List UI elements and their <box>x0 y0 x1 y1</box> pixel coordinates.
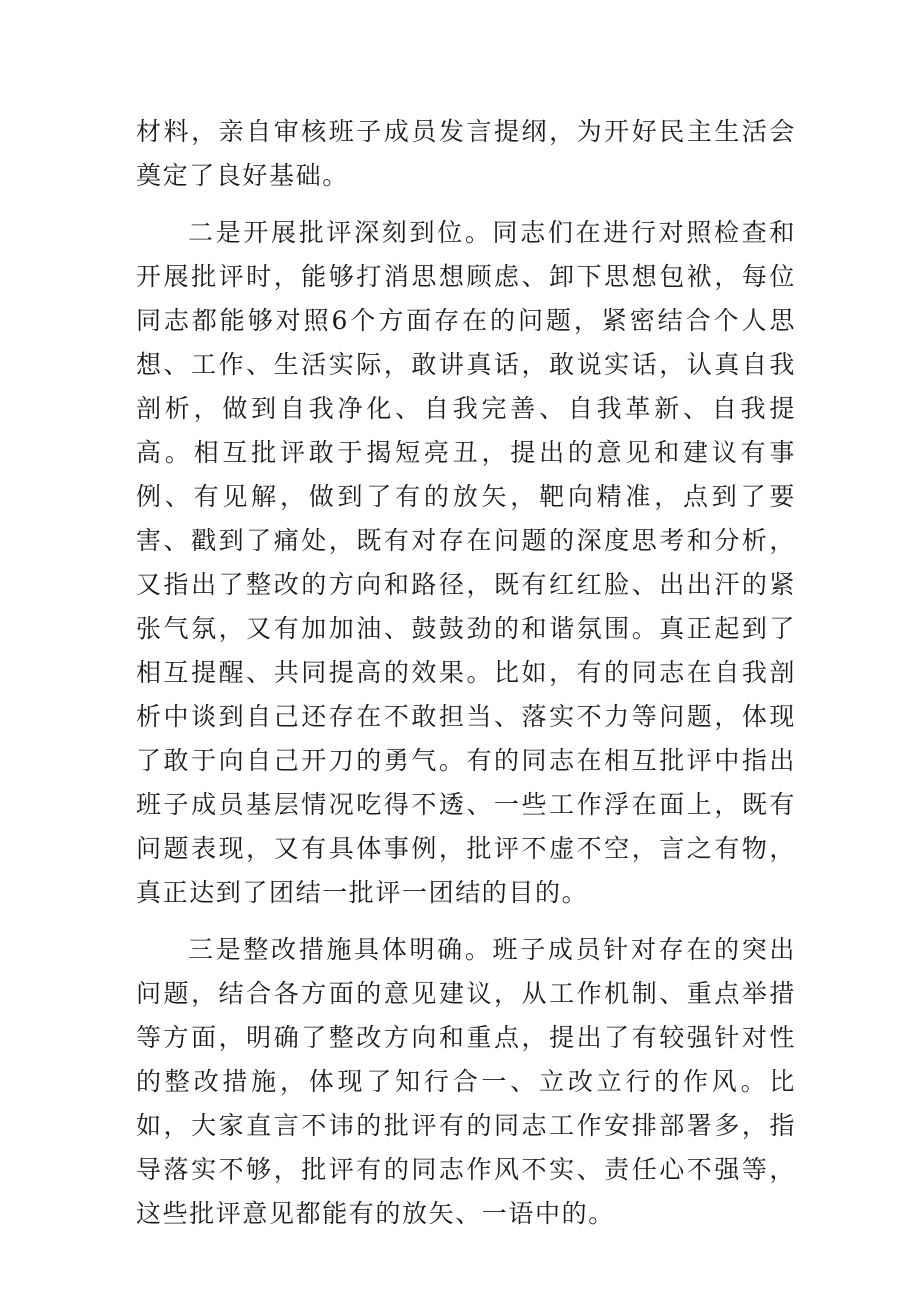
paragraph-gap <box>136 915 796 928</box>
paragraph-2: 二是开展批评深刻到位。同志们在进行对照检查和开展批评时，能够打消思想顾虑、卸下思想包袱，每位同志都能够对照6个方面存在的问题，紧密结合个人思想、工作、生活实际，敢讲真话，敢说实话，认真自我剖析，做到自我净化、自我完善、自我革新、自我提高。相互批评敢于揭短亮丑，提出的意见和建议有事例、有见解，做到了有的放矢，靶向精准，点到了要害、戳到了痛处，既有对存在问题的深度思考和分析，又指出了整改的方向和路径，既有红红脸、出出汗的紧张气氛，又有加加油、鼓鼓劲的和谐氛围。真正起到了相互提醒、共同提高的效果。比如，有的同志在自我剖析中谈到自己还存在不敢担当、落实不力等问题，体现了敢于向自己开刀的勇气。有的同志在相互批评中指出班子成员基层情况吃得不透、一些工作浮在面上，既有问题表现，又有具体事例，批评不虚不空，言之有物，真正达到了团结一批评一团结的目的。 <box>136 218 796 907</box>
document-body <box>136 110 796 1236</box>
paragraph-gap <box>136 198 796 211</box>
paragraph-3: 三是整改措施具体明确。班子成员针对存在的突出问题，结合各方面的意见建议，从工作机制、重点举措等方面，明确了整改方向和重点，提出了有较强针对性的整改措施，体现了知行合一、立改立行的作风。比如，大家直言不讳的批评有的同志工作安排部署多，指导落实不够，批评有的同志作风不实、责任心不强等，这些批评意见都能有的放矢、一语中的。 <box>136 935 796 1228</box>
paragraph-1: 材料，亲自审核班子成员发言提纲，为开好民主生活会奠定了良好基础。 <box>136 117 796 190</box>
